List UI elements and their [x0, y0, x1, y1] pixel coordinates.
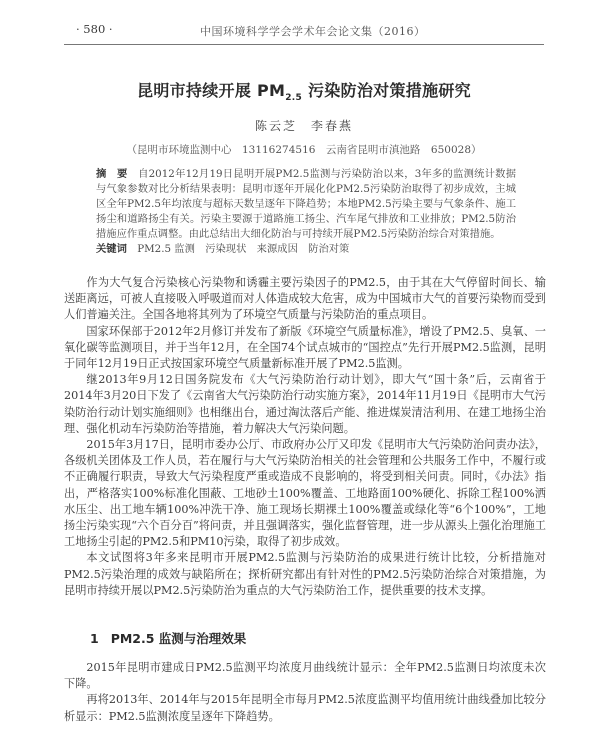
title-rest: 污染防治对策措施研究: [302, 81, 471, 100]
authors: 陈云芝 李春燕: [254, 119, 353, 133]
section-number: 1: [90, 631, 99, 646]
body-paragraph: 作为大气复合污染核心污染物和诱霾主要污染因子的PM2.5，由于其在大气停留时间长、输送距离远，可被人直接吸入呼吸道而对人体造成较大危害，成为中国城市大气的首要污染物而受到人们普遍关注。全国各地将其列为了环境空气质量与污染防治的重点项目。: [64, 276, 546, 322]
title-main: 昆明市持续开展 PM: [137, 81, 286, 100]
body-paragraph: 本文试图将3年多来昆明市开展PM2.5监测与污染防治的成果进行统计比较，分析措施对PM2.5污染治理的成效与缺陷所在；探析研究都出有针对性的PM2.5污染防治综合对策措施，为昆明市持续开展以PM2.5污染防治为重点的大气污染防治工作，提供重要的技术支撑。: [64, 551, 546, 597]
abstract-label: 摘 要: [96, 168, 128, 180]
header-rule: [64, 44, 544, 45]
keywords: [96, 242, 516, 257]
section-body: [64, 660, 546, 725]
body-paragraph: 2015年昆明市建成日PM2.5监测平均浓度月曲线统计显示：全年PM2.5监测日均浓度未次下降。: [64, 661, 546, 691]
section-heading: [90, 629, 246, 647]
section-title: PM2.5 监测与治理效果: [110, 631, 247, 646]
body-paragraph: 国家环保部于2012年2月修订并发布了新版《环境空气质量标准》，增设了PM2.5、臭氧、一氧化碳等监测项目，并于当年12月，在全国74个试点城市的“国控点”先行开展PM2.5监测，昆明于同年12月19日正式按国家环境空气质量新标准开展了PM2.5监测。: [64, 324, 546, 371]
body-text: [64, 275, 546, 599]
title-subscript: 2.5: [285, 93, 303, 104]
keywords-text: PM2.5 监测 污染现状 来源成因 防治对策: [137, 243, 350, 255]
body-paragraph: 再将2013年、2014年与2015年昆明全市每月PM2.5浓度监测平均值用统计曲线叠加比较分析显示：PM2.5监测浓度呈逐年下降趋势。: [64, 693, 546, 723]
abstract-paragraph: [96, 167, 516, 242]
abstract: [96, 167, 516, 257]
body-paragraph: 2015年3月17日，昆明市委办公厅、市政府办公厅又印发《昆明市大气污染防治问责办法》，各级机关团体及工作人员，若在履行与大气污染防治相关的社会管理和公共服务工作中，不履行或不正确履行职责，导致大气污染程度严重或造成不良影响的，将受到相关问责。同时，《办法》指出，严格落实100%标准化围蔽、工地砂土100%覆盖、工地路面100%硬化、拆除工程100%洒水压尘、出工地车辆100%冲洗干净、施工现场长期裸土100%覆盖或绿化等“6个100%”，工地扬尘污染实现“六个百分百”将问责，并且强调落实，强化监督管理，进一步从源头上强化治理施工工地扬尘引起的PM2.5和PM10污染，取得了初步成效。: [64, 438, 546, 549]
affiliation: （昆明市环境监测中心 13116274516 云南省昆明市滇池路 650028）: [126, 144, 482, 156]
keywords-label: 关键词: [96, 243, 127, 255]
body-paragraph: 继2013年9月12日国务院发布《大气污染防治行动计划》，即大气“国十条”后，云南省于2014年3月20日下发了《云南省大气污染防治行动实施方案》，2014年11月19日《昆明市大气污染防治行动计划实施细则》也相继出台，通过淘汰落后产能、推进煤炭清洁利用、在建工地扬尘治理、强化机动车污染防治等措施，着力解决大气污染问题。: [64, 373, 546, 435]
page-number: · 580 ·: [76, 22, 113, 36]
running-header: [0, 22, 600, 42]
abstract-text: 自2012年12月19日昆明开展PM2.5监测与污染防治以来，3年多的监测统计数据与气象参数对比分析结果表明：昆明市逐年开展化化PM2.5污染防治取得了初步成效，主城区全年PM2.5年均浓度与超标天数呈逐年下降趋势；本地PM2.5污染主要与气象条件、施工扬尘和道路扬尘有关。污染主要源于道路施工扬尘、汽车尾气排放和工业排放；PM2.5防治措施应作重点调整。由此总结出大细化防治与可持续开展PM2.5污染防治综合对策措施。: [96, 168, 517, 240]
paper-title: [64, 78, 544, 103]
journal-name: 中国环境科学学会学术年会论文集（2016）: [200, 25, 426, 38]
